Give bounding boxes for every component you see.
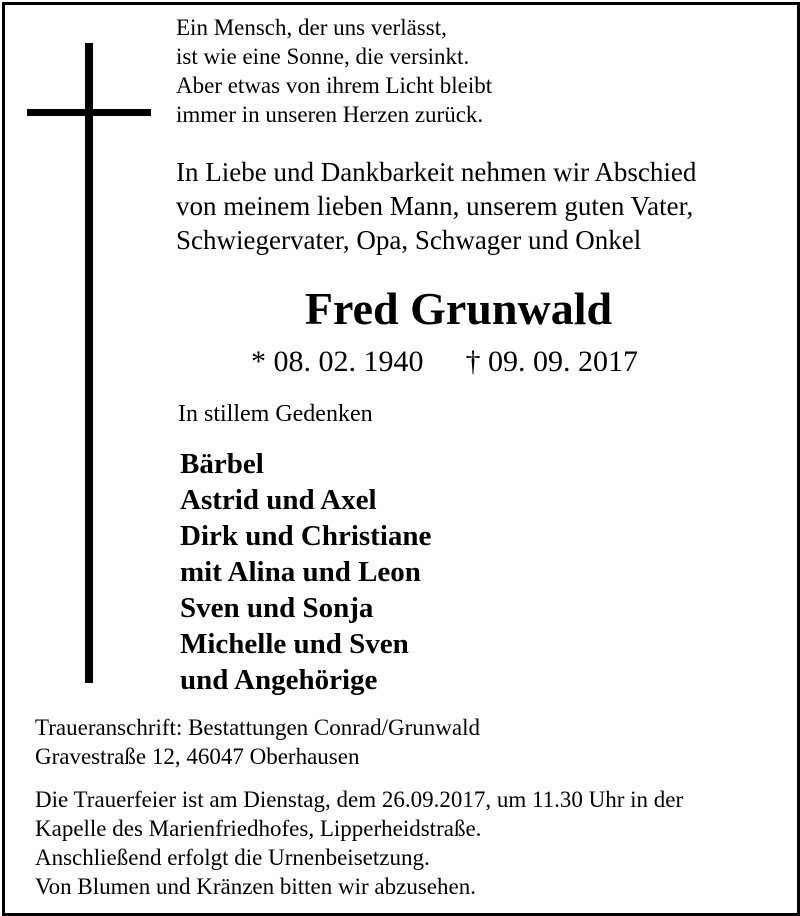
intro-text <box>176 155 696 257</box>
poem-line: Aber etwas von ihrem Licht bleibt <box>176 73 493 98</box>
life-dates <box>251 343 638 381</box>
poem <box>176 13 492 129</box>
poem-line: immer in unseren Herzen zurück. <box>176 102 484 127</box>
birth-date: * 08. 02. 1940 <box>251 345 424 378</box>
family-member: Michelle und Sven <box>180 628 409 660</box>
memory-line: In stillem Gedenken <box>178 401 373 427</box>
family-member: Sven und Sonja <box>180 592 374 624</box>
family-member: Dirk und Christiane <box>180 520 432 552</box>
family-member: mit Alina und Leon <box>180 556 421 588</box>
death-date: † 09. 09. 2017 <box>465 345 638 378</box>
obituary-notice <box>2 2 800 916</box>
intro-line: von meinem lieben Mann, unserem guten Vater, <box>176 191 694 221</box>
address-line: Traueranschrift: Bestattungen Conrad/Grunwald <box>35 715 480 740</box>
service-line: Die Trauerfeier ist am Dienstag, dem 26.09.2017, um 11.30 Uhr in der <box>35 787 684 812</box>
funeral-service-info <box>35 785 683 901</box>
intro-line: Schwiegervater, Opa, Schwager und Onkel <box>176 225 642 255</box>
mourning-address <box>35 713 480 771</box>
family-list <box>180 446 431 698</box>
cross-icon-bar <box>27 109 151 116</box>
family-member: und Angehörige <box>180 664 378 696</box>
cross-icon <box>85 43 93 683</box>
poem-line: Ein Mensch, der uns verlässt, <box>176 15 447 40</box>
poem-line: ist wie eine Sonne, die versinkt. <box>176 44 470 69</box>
address-line: Gravestraße 12, 46047 Oberhausen <box>35 744 360 769</box>
family-member: Astrid und Axel <box>180 484 377 516</box>
service-line: Kapelle des Marienfriedhofes, Lipperheidstraße. <box>35 816 482 841</box>
intro-line: In Liebe und Dankbarkeit nehmen wir Abschied <box>176 157 697 187</box>
service-line: Von Blumen und Kränzen bitten wir abzusehen. <box>35 874 476 899</box>
family-member: Bärbel <box>180 448 264 480</box>
service-line: Anschließend erfolgt die Urnenbeisetzung. <box>35 845 430 870</box>
deceased-name: Fred Grunwald <box>304 283 613 334</box>
